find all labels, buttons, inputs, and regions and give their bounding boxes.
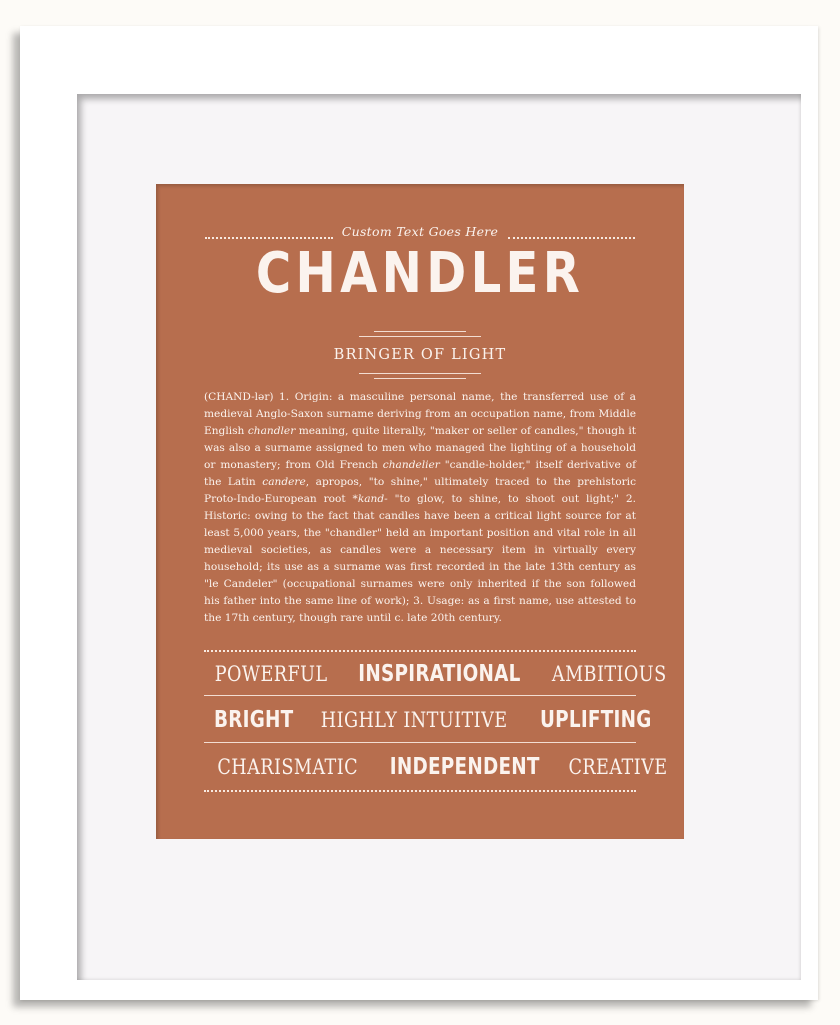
traits-divider-1 — [204, 695, 636, 696]
trait-word: BRIGHT — [213, 707, 294, 733]
definition-italic-term: candere — [262, 476, 306, 488]
trait-word: AMBITIOUS — [552, 662, 667, 686]
name-meaning: BRINGER OF LIGHT — [333, 347, 507, 363]
traits-row-2 — [204, 707, 652, 733]
dotted-rule-traits-bottom — [204, 790, 636, 792]
traits-row-3 — [204, 754, 668, 780]
trait-word: CHARISMATIC — [217, 755, 359, 779]
dotted-rule-traits-top — [204, 650, 636, 652]
definition-segment: (CHAND-lər) 1. Origin: a masculine personal name, the transferred use of a medieval Anglo-Saxon surname deriving from an occupation name, from Middle English — [204, 391, 636, 437]
rule-below-meaning-2 — [374, 378, 466, 379]
trait-word: HIGHLY INTUITIVE — [321, 708, 508, 732]
definition-segment: , apropos, "to shine," ultimately traced to the prehistoric Proto-Indo-European root — [204, 476, 637, 505]
custom-text: Custom Text Goes Here — [341, 224, 499, 239]
name-print — [156, 184, 684, 839]
definition-italic-term: *kand- — [352, 493, 388, 505]
definition-text — [204, 389, 636, 627]
traits-divider-2 — [204, 742, 636, 743]
definition-segment: meaning, quite literally, "maker or seller of candles," though it was also a surname assigned to men who managed the lighting of a household or monastery; from Old French — [204, 425, 637, 471]
rule-above-meaning-2 — [359, 336, 481, 337]
traits-row-1 — [204, 661, 667, 687]
trait-word: UPLIFTING — [539, 707, 652, 733]
trait-word: CREATIVE — [568, 755, 668, 779]
trait-word: INDEPENDENT — [390, 754, 541, 780]
definition-segment: "to glow, to shine, to shoot out light;" 2. Historic: owing to the fact that candles have been a critical light source for at least 5,000 years, the "chandler" held an important position and vital role in all medieval societies, as candles were a necessary item in virtually every household; its use as a surname was first recorded in the late 13th century as "le Candeler" (occupational surnames were only inherited if the son followed his father into the same line of work); 3. Usage: as a first name, use attested to the 17th century, though rare until c. late 20th century. — [204, 493, 636, 624]
rule-below-meaning-1 — [359, 373, 481, 374]
trait-word: INSPIRATIONAL — [358, 661, 521, 687]
name-title: CHANDLER — [255, 241, 585, 306]
trait-word: POWERFUL — [214, 662, 328, 686]
rule-above-meaning-1 — [374, 331, 466, 332]
definition-segment: "candle-holder," itself derivative of the Latin — [204, 459, 637, 488]
definition-italic-term: chandelier — [382, 459, 440, 471]
definition-italic-term: chandler — [247, 425, 296, 437]
